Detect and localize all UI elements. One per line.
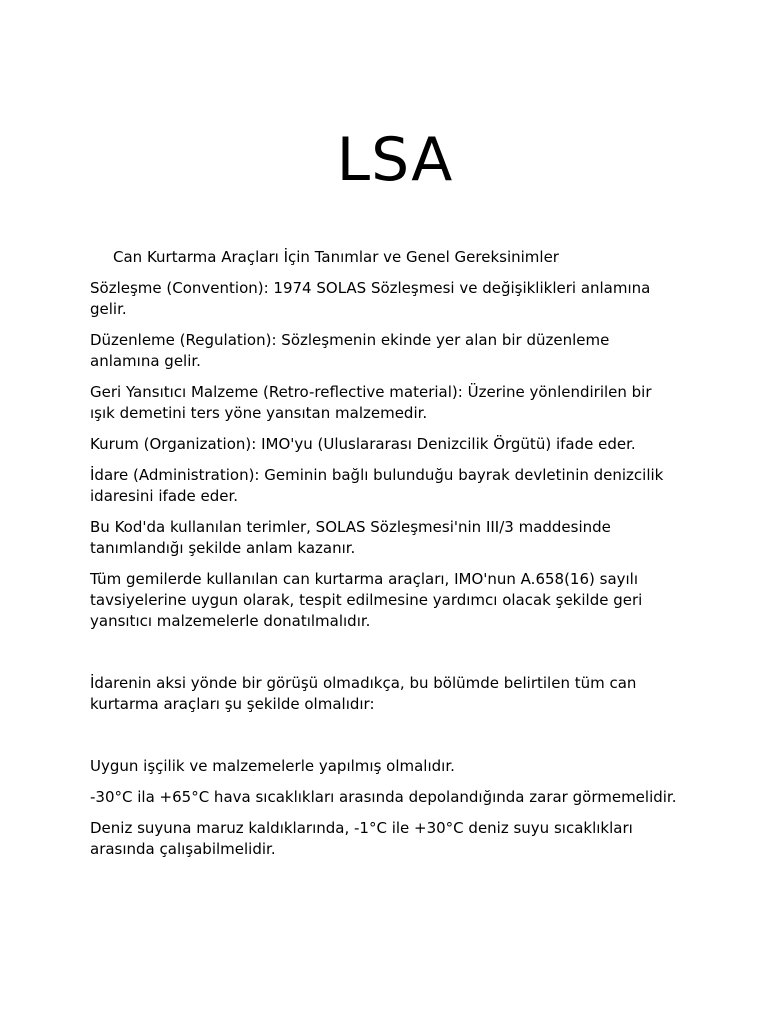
definition-administration: İdare (Administration): Geminin bağlı bulunduğu bayrak devletinin denizcilik idaresini ifade eder.	[90, 466, 664, 505]
requirement-workmanship: Uygun işçilik ve malzemelerle yapılmış olmalıdır.	[90, 757, 455, 775]
requirement-seawater-temperature: Deniz suyuna maruz kaldıklarında, -1°C ile +30°C deniz suyu sıcaklıkları arasında çalışabilmelidir.	[90, 819, 633, 858]
definition-organization: Kurum (Organization): IMO'yu (Uluslararası Denizcilik Örgütü) ifade eder.	[90, 435, 636, 453]
terms-paragraph: Bu Kod'da kullanılan terimler, SOLAS Sözleşmesi'nin III/3 maddesinde tanımlandığı şekilde anlam kazanır.	[90, 518, 611, 557]
retro-reflective-requirement: Tüm gemilerde kullanılan can kurtarma araçları, IMO'nun A.658(16) sayılı tavsiyelerine uygun olarak, tespit edilmesine yardımcı olacak şekilde geri yansıtıcı malzemelerle donatılmalıdır.	[90, 570, 643, 630]
document-title: LSA	[336, 125, 454, 195]
definition-convention: Sözleşme (Convention): 1974 SOLAS Sözleşmesi ve değişiklikleri anlamına gelir.	[90, 279, 651, 318]
definition-regulation: Düzenleme (Regulation): Sözleşmenin ekinde yer alan bir düzenleme anlamına gelir.	[90, 331, 610, 370]
document-body	[90, 247, 680, 870]
definition-retro-reflective: Geri Yansıtıcı Malzeme (Retro-reflective material): Üzerine yönlendirilen bir ışık demetini ters yöne yansıtan malzemedir.	[90, 383, 652, 422]
general-requirements-intro: İdarenin aksi yönde bir görüşü olmadıkça, bu bölümde belirtilen tüm can kurtarma araçları şu şekilde olmalıdır:	[90, 674, 637, 713]
requirement-storage-temperature: -30°C ila +65°C hava sıcaklıkları arasında depolandığında zarar görmemelidir.	[90, 788, 677, 806]
section-subheading: Can Kurtarma Araçları İçin Tanımlar ve Genel Gereksinimler	[113, 248, 559, 266]
